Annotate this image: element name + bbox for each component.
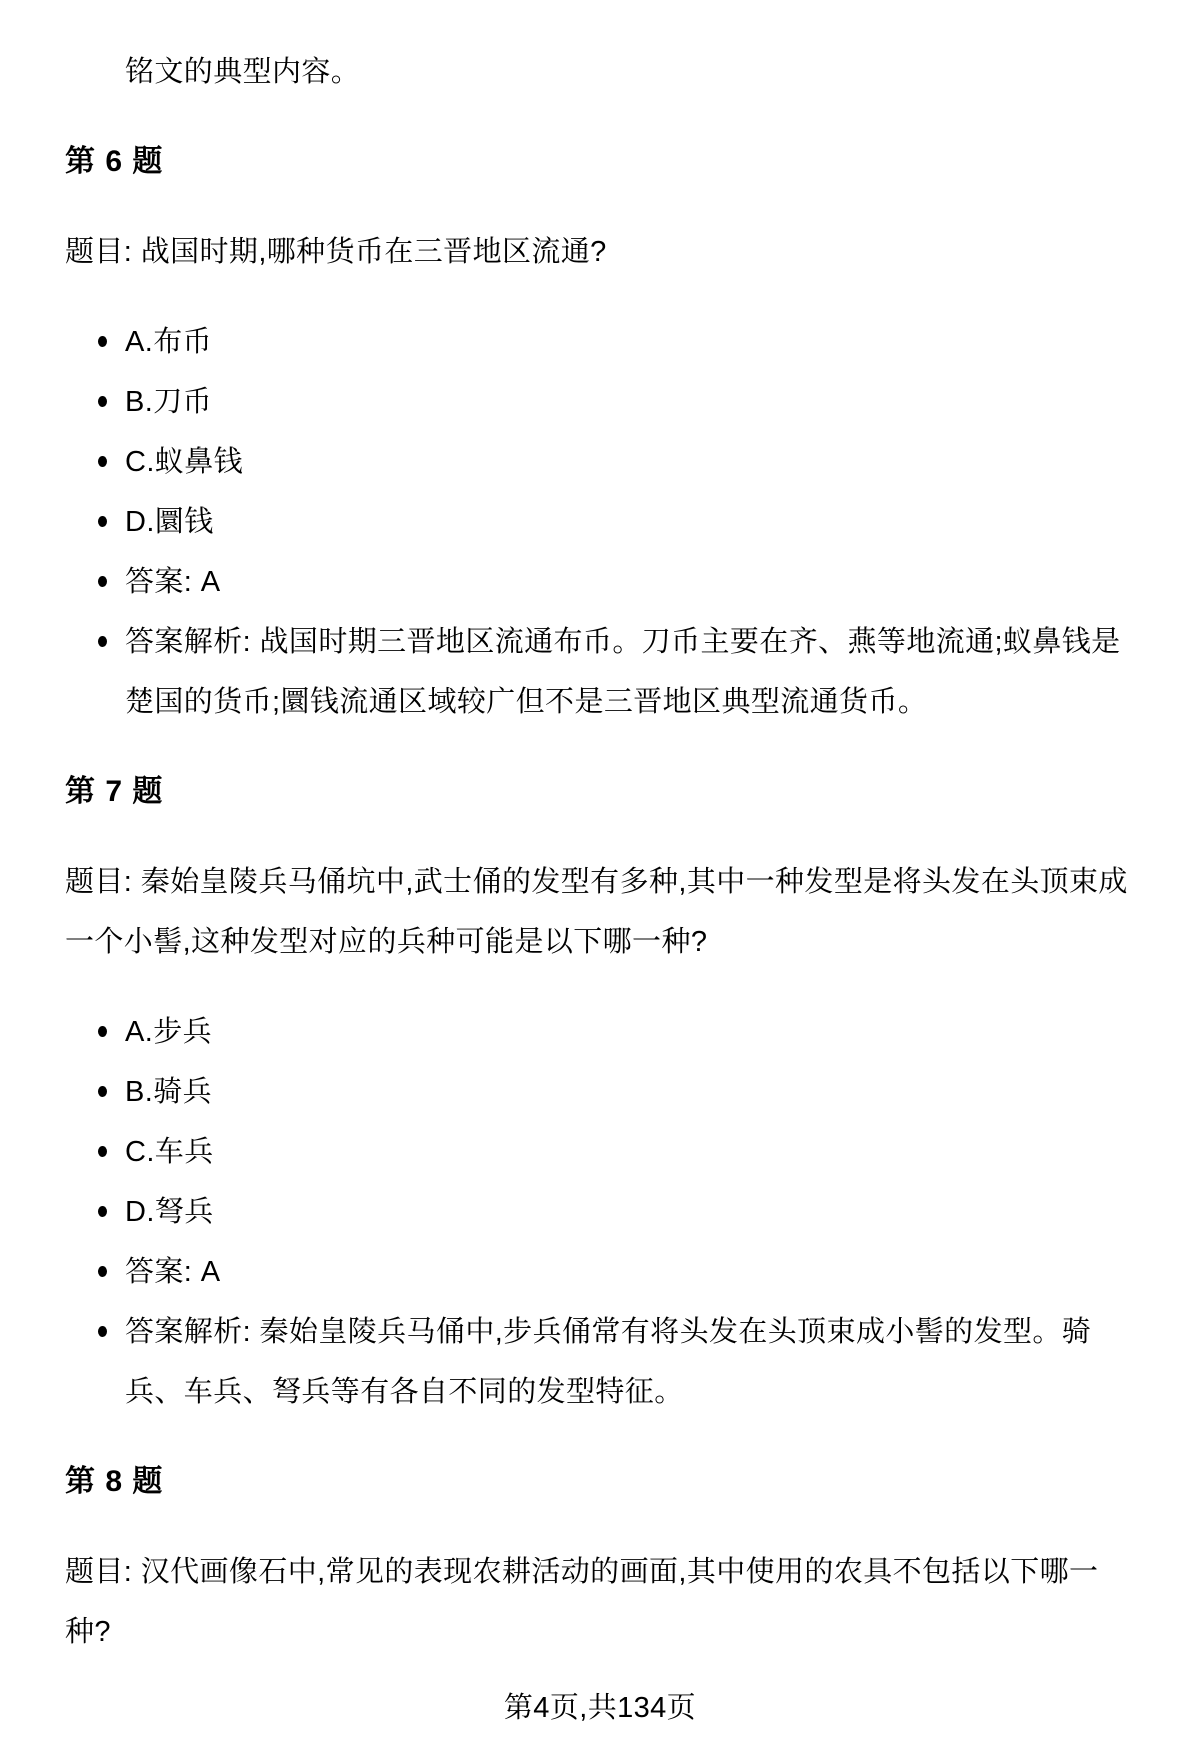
questions-container <box>65 132 1135 1662</box>
option-item: D.弩兵 <box>125 1182 1135 1242</box>
option-item: C.蚁鼻钱 <box>125 432 1135 492</box>
explanation-item: 答案解析: 战国时期三晋地区流通布币。刀币主要在齐、燕等地流通;蚁鼻钱是楚国的货币;圜钱流通区域较广但不是三晋地区典型流通货币。 <box>125 612 1135 732</box>
answer-item: 答案: A <box>125 552 1135 612</box>
explanation-item: 答案解析: 秦始皇陵兵马俑中,步兵俑常有将头发在头顶束成小髻的发型。骑兵、车兵、弩兵等有各自不同的发型特征。 <box>125 1302 1135 1422</box>
option-item: A.布币 <box>125 312 1135 372</box>
options-list <box>65 312 1135 732</box>
question-block <box>65 1452 1135 1662</box>
question-block <box>65 762 1135 1422</box>
question-text: 题目: 秦始皇陵兵马俑坑中,武士俑的发型有多种,其中一种发型是将头发在头顶束成一个小髻,这种发型对应的兵种可能是以下哪一种? <box>65 866 1128 958</box>
question-heading: 第 7 题 <box>65 775 164 808</box>
intro-fragment: 铭文的典型内容。 <box>125 56 361 88</box>
question-text: 题目: 战国时期,哪种货币在三晋地区流通? <box>65 236 607 268</box>
option-item: C.车兵 <box>125 1122 1135 1182</box>
option-item: D.圜钱 <box>125 492 1135 552</box>
question-heading: 第 6 题 <box>65 145 164 178</box>
option-item: A.步兵 <box>125 1002 1135 1062</box>
page-footer: 第4页,共134页 <box>503 1692 697 1724</box>
options-list <box>65 1002 1135 1422</box>
question-block <box>65 132 1135 732</box>
question-heading: 第 8 题 <box>65 1465 164 1498</box>
option-item: B.骑兵 <box>125 1062 1135 1122</box>
answer-item: 答案: A <box>125 1242 1135 1302</box>
question-text: 题目: 汉代画像石中,常见的表现农耕活动的画面,其中使用的农具不包括以下哪一种? <box>65 1556 1099 1648</box>
option-item: B.刀币 <box>125 372 1135 432</box>
